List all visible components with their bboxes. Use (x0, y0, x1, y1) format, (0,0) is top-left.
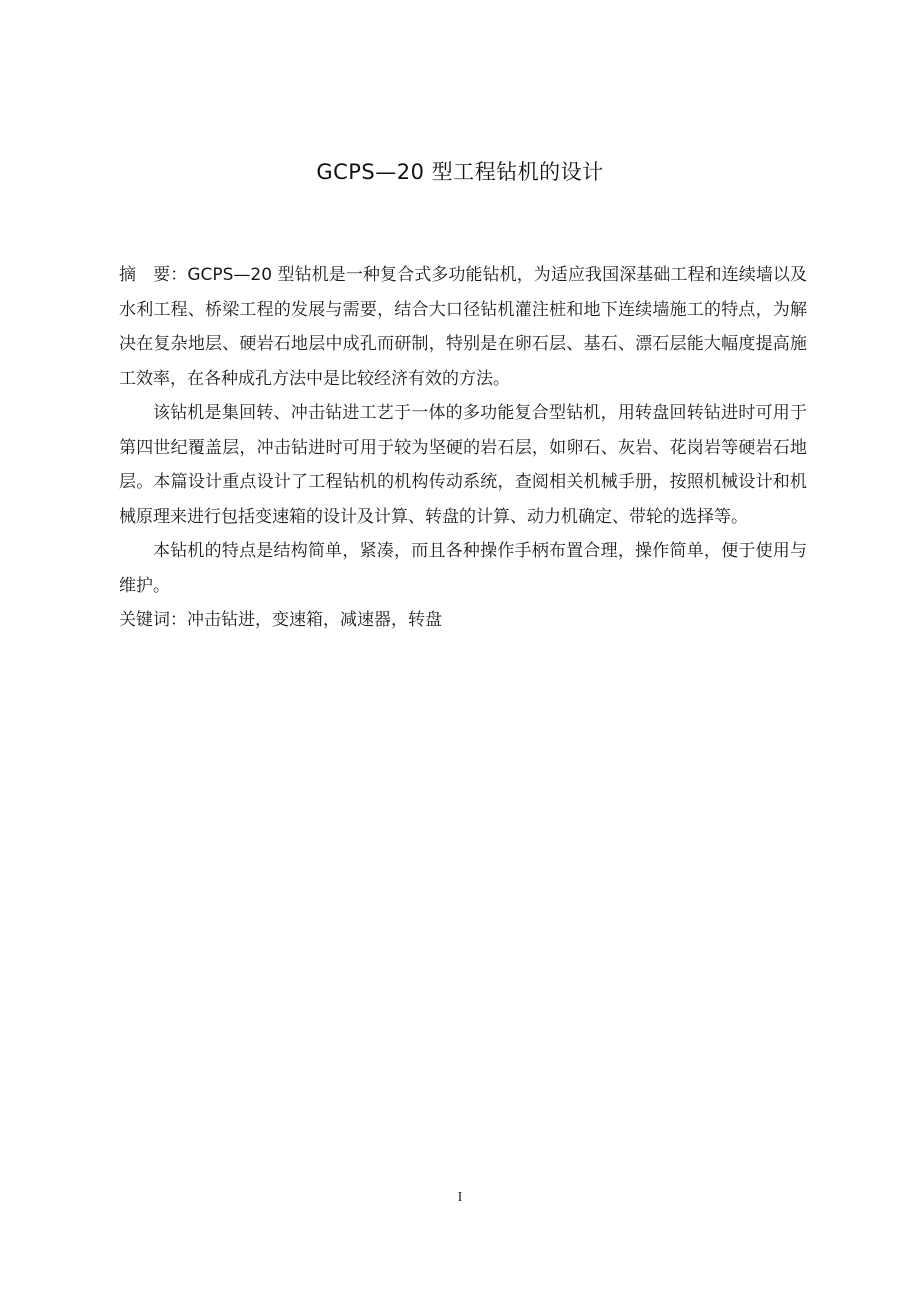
keywords-text: 冲击钻进，变速箱，减速器，转盘 (187, 610, 442, 630)
page-number: I (457, 1190, 463, 1205)
body-paragraph-2: 该钻机是集回转、冲击钻进工艺于一体的多功能复合型钻机，用转盘回转钻进时可用于第四世纪覆盖层，冲击钻进时可用于较为坚硬的岩石层，如卵石、灰岩、花岗岩等硬岩石地层。本篇设计重点设计了工程钻机的机构传动系统，查阅相关机械手册，按照机械设计和机械原理来进行包括变速箱的设计及计算、转盘的计算、动力机确定、带轮的选择等。 (119, 403, 807, 527)
abstract-label-part1: 摘 (119, 265, 137, 285)
abstract-text: GCPS—20 型钻机是一种复合式多功能钻机，为适应我国深基础工程和连续墙以及水利工程、桥梁工程的发展与需要，结合大口径钻机灌注桩和地下连续墙施工的特点，为解决在复杂地层、硬岩石地层中成孔而研制，特别是在卵石层、基石、漂石层能大幅度提高施工效率，在各种成孔方法中是比较经济有效的方法。 (119, 265, 808, 389)
document-body (119, 258, 807, 638)
document-title: GCPS—20 型工程钻机的设计 (316, 160, 604, 184)
abstract-label-part2: 要： (153, 265, 188, 285)
body-paragraph-3: 本钻机的特点是结构简单，紧凑，而且各种操作手柄布置合理，操作简单，便于使用与维护。 (119, 541, 807, 596)
keywords-paragraph (119, 603, 807, 638)
abstract-paragraph (119, 258, 807, 396)
keywords-label: 关键词： (119, 610, 187, 630)
abstract-label (119, 265, 187, 285)
